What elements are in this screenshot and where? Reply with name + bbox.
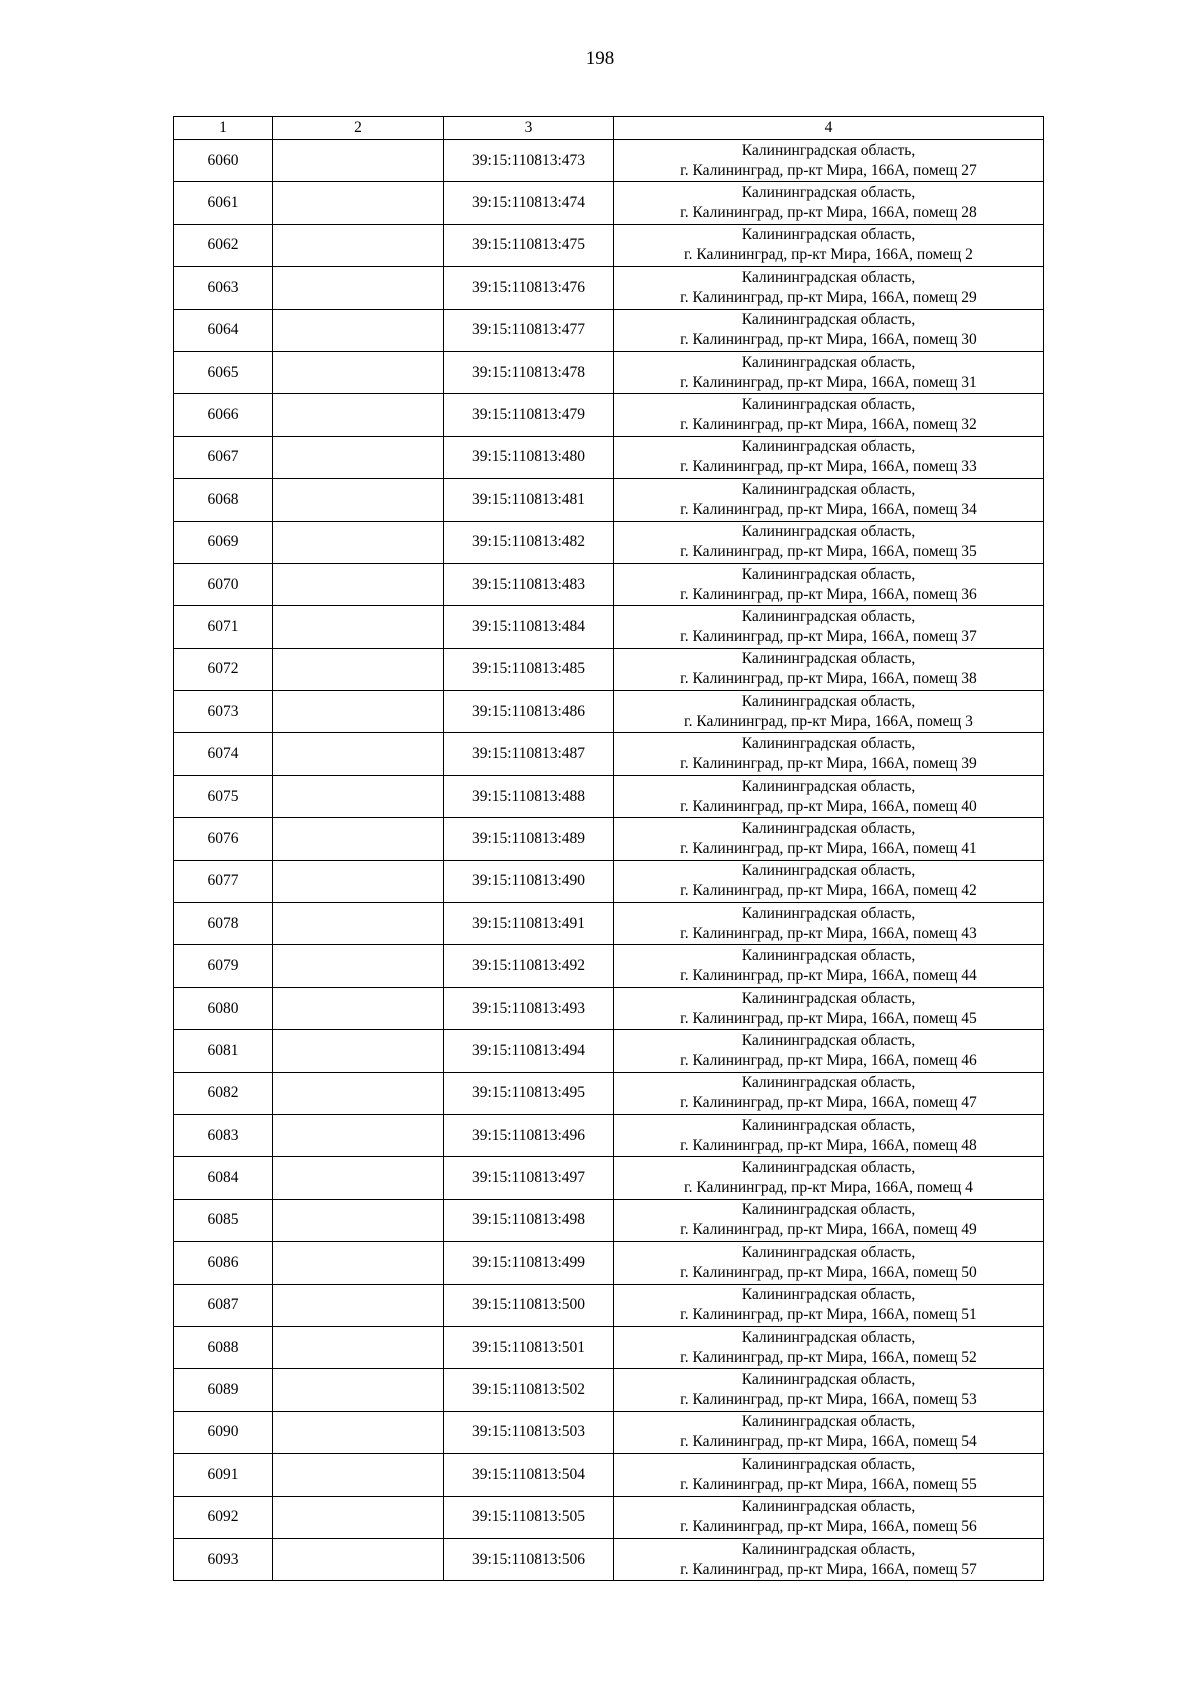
empty-cell <box>273 691 444 733</box>
address-region-line: Калининградская область, <box>741 692 916 710</box>
address-cell <box>614 1072 1044 1114</box>
address-street-line: г. Калининград, пр-кт Мира, 166А, помещ 27 <box>680 161 977 179</box>
address-region-line: Калининградская область, <box>741 1498 916 1516</box>
address-cell <box>614 733 1044 775</box>
cadastral-number-cell: 39:15:110813:480 <box>444 436 614 478</box>
address-cell <box>614 1114 1044 1156</box>
address-cell <box>614 606 1044 648</box>
address-cell <box>614 1538 1044 1580</box>
row-number-cell: 6066 <box>174 394 273 436</box>
cadastral-number-cell: 39:15:110813:479 <box>444 394 614 436</box>
address-cell <box>614 1326 1044 1368</box>
address-cell <box>614 309 1044 351</box>
empty-cell <box>273 1326 444 1368</box>
cadastral-number-cell: 39:15:110813:484 <box>444 606 614 648</box>
empty-cell <box>273 903 444 945</box>
page-number: 198 <box>585 48 615 69</box>
row-number-cell: 6083 <box>174 1114 273 1156</box>
empty-cell <box>273 1496 444 1538</box>
address-street-line: г. Калининград, пр-кт Мира, 166А, помещ 30 <box>680 331 977 349</box>
empty-cell <box>273 436 444 478</box>
empty-cell <box>273 1284 444 1326</box>
address-street-line: г. Калининград, пр-кт Мира, 166А, помещ 29 <box>680 288 977 306</box>
row-number-cell: 6076 <box>174 818 273 860</box>
cadastral-number-cell: 39:15:110813:473 <box>444 140 614 182</box>
address-region-line: Калининградская область, <box>741 1413 916 1431</box>
row-number-cell: 6071 <box>174 606 273 648</box>
empty-cell <box>273 733 444 775</box>
row-number-cell: 6091 <box>174 1454 273 1496</box>
empty-cell <box>273 521 444 563</box>
empty-cell <box>273 479 444 521</box>
address-street-line: г. Калининград, пр-кт Мира, 166А, помещ 50 <box>680 1263 977 1281</box>
table-row <box>174 479 1044 521</box>
row-number-cell: 6081 <box>174 1030 273 1072</box>
empty-cell <box>273 945 444 987</box>
address-cell <box>614 224 1044 266</box>
table-row <box>174 182 1044 224</box>
address-cell <box>614 775 1044 817</box>
table-row <box>174 733 1044 775</box>
row-number-cell: 6060 <box>174 140 273 182</box>
cadastral-number-cell: 39:15:110813:505 <box>444 1496 614 1538</box>
address-region-line: Калининградская область, <box>741 862 916 880</box>
cadastral-number-cell: 39:15:110813:485 <box>444 648 614 690</box>
address-region-line: Калининградская область, <box>741 311 916 329</box>
address-street-line: г. Калининград, пр-кт Мира, 166А, помещ 53 <box>680 1391 977 1409</box>
column-header-3: 3 <box>444 117 614 140</box>
address-cell <box>614 1199 1044 1241</box>
table-row <box>174 563 1044 605</box>
address-cell <box>614 1284 1044 1326</box>
table-row <box>174 1538 1044 1580</box>
address-cell <box>614 182 1044 224</box>
address-cell <box>614 903 1044 945</box>
address-cell <box>614 140 1044 182</box>
row-number-cell: 6062 <box>174 224 273 266</box>
row-number-cell: 6090 <box>174 1411 273 1453</box>
cadastral-number-cell: 39:15:110813:489 <box>444 818 614 860</box>
address-region-line: Калининградская область, <box>741 1116 916 1134</box>
table-body <box>174 140 1044 1581</box>
table-row <box>174 521 1044 563</box>
table-row <box>174 140 1044 182</box>
row-number-cell: 6067 <box>174 436 273 478</box>
column-header-1: 1 <box>174 117 273 140</box>
address-region-line: Калининградская область, <box>741 777 916 795</box>
address-cell <box>614 267 1044 309</box>
row-number-cell: 6078 <box>174 903 273 945</box>
address-region-line: Калининградская область, <box>741 819 916 837</box>
address-region-line: Калининградская область, <box>741 1201 916 1219</box>
row-number-cell: 6085 <box>174 1199 273 1241</box>
cadastral-number-cell: 39:15:110813:506 <box>444 1538 614 1580</box>
table-row <box>174 436 1044 478</box>
cadastral-number-cell: 39:15:110813:477 <box>444 309 614 351</box>
address-region-line: Калининградская область, <box>741 184 916 202</box>
empty-cell <box>273 351 444 393</box>
row-number-cell: 6064 <box>174 309 273 351</box>
row-number-cell: 6068 <box>174 479 273 521</box>
cadastral-number-cell: 39:15:110813:494 <box>444 1030 614 1072</box>
row-number-cell: 6086 <box>174 1242 273 1284</box>
table-row <box>174 860 1044 902</box>
address-region-line: Калининградская область, <box>741 523 916 541</box>
table-row <box>174 903 1044 945</box>
address-region-line: Калининградская область, <box>741 1074 916 1092</box>
address-street-line: г. Калининград, пр-кт Мира, 166А, помещ 36 <box>680 585 977 603</box>
empty-cell <box>273 1454 444 1496</box>
table-row <box>174 1326 1044 1368</box>
address-cell <box>614 563 1044 605</box>
cadastral-number-cell: 39:15:110813:481 <box>444 479 614 521</box>
address-cell <box>614 1242 1044 1284</box>
empty-cell <box>273 860 444 902</box>
table-row <box>174 1242 1044 1284</box>
table-row <box>174 1072 1044 1114</box>
address-cell <box>614 1157 1044 1199</box>
address-street-line: г. Калининград, пр-кт Мира, 166А, помещ 4 <box>684 1179 973 1197</box>
address-street-line: г. Калининград, пр-кт Мира, 166А, помещ 44 <box>680 967 977 985</box>
address-cell <box>614 1496 1044 1538</box>
address-street-line: г. Калининград, пр-кт Мира, 166А, помещ 55 <box>680 1475 977 1493</box>
cadastral-number-cell: 39:15:110813:493 <box>444 987 614 1029</box>
address-cell <box>614 394 1044 436</box>
empty-cell <box>273 1242 444 1284</box>
address-cell <box>614 987 1044 1029</box>
row-number-cell: 6069 <box>174 521 273 563</box>
empty-cell <box>273 1538 444 1580</box>
row-number-cell: 6087 <box>174 1284 273 1326</box>
empty-cell <box>273 267 444 309</box>
cadastral-number-cell: 39:15:110813:495 <box>444 1072 614 1114</box>
address-street-line: г. Калининград, пр-кт Мира, 166А, помещ 31 <box>680 373 977 391</box>
address-region-line: Калининградская область, <box>741 1455 916 1473</box>
address-street-line: г. Калининград, пр-кт Мира, 166А, помещ 52 <box>680 1348 977 1366</box>
cadastral-number-cell: 39:15:110813:502 <box>444 1369 614 1411</box>
table-row <box>174 1199 1044 1241</box>
empty-cell <box>273 606 444 648</box>
address-region-line: Калининградская область, <box>741 1031 916 1049</box>
empty-cell <box>273 563 444 605</box>
address-street-line: г. Калининград, пр-кт Мира, 166А, помещ 57 <box>680 1560 977 1578</box>
table-row <box>174 1157 1044 1199</box>
row-number-cell: 6061 <box>174 182 273 224</box>
row-number-cell: 6075 <box>174 775 273 817</box>
address-street-line: г. Калининград, пр-кт Мира, 166А, помещ 46 <box>680 1051 977 1069</box>
cadastral-number-cell: 39:15:110813:486 <box>444 691 614 733</box>
row-number-cell: 6084 <box>174 1157 273 1199</box>
address-region-line: Калининградская область, <box>741 735 916 753</box>
empty-cell <box>273 309 444 351</box>
table-row <box>174 267 1044 309</box>
header-row <box>174 117 1044 140</box>
cadastral-number-cell: 39:15:110813:503 <box>444 1411 614 1453</box>
address-cell <box>614 479 1044 521</box>
address-street-line: г. Калининград, пр-кт Мира, 166А, помещ 42 <box>680 882 977 900</box>
table-row <box>174 606 1044 648</box>
address-region-line: Калининградская область, <box>741 1328 916 1346</box>
address-region-line: Калининградская область, <box>741 947 916 965</box>
address-cell <box>614 945 1044 987</box>
address-region-line: Калининградская область, <box>741 565 916 583</box>
cadastral-number-cell: 39:15:110813:476 <box>444 267 614 309</box>
cadastral-number-cell: 39:15:110813:504 <box>444 1454 614 1496</box>
row-number-cell: 6063 <box>174 267 273 309</box>
row-number-cell: 6089 <box>174 1369 273 1411</box>
address-cell <box>614 521 1044 563</box>
row-number-cell: 6065 <box>174 351 273 393</box>
address-cell <box>614 351 1044 393</box>
address-cell <box>614 1411 1044 1453</box>
address-region-line: Калининградская область, <box>741 904 916 922</box>
row-number-cell: 6082 <box>174 1072 273 1114</box>
table-row <box>174 1114 1044 1156</box>
address-cell <box>614 691 1044 733</box>
address-region-line: Калининградская область, <box>741 1540 916 1558</box>
cadastral-number-cell: 39:15:110813:487 <box>444 733 614 775</box>
table-row <box>174 224 1044 266</box>
address-street-line: г. Калининград, пр-кт Мира, 166А, помещ 41 <box>680 839 977 857</box>
address-cell <box>614 648 1044 690</box>
table-row <box>174 691 1044 733</box>
table-row <box>174 818 1044 860</box>
column-header-4: 4 <box>614 117 1044 140</box>
row-number-cell: 6072 <box>174 648 273 690</box>
address-region-line: Калининградская область, <box>741 141 916 159</box>
empty-cell <box>273 1411 444 1453</box>
cadastral-number-cell: 39:15:110813:497 <box>444 1157 614 1199</box>
row-number-cell: 6093 <box>174 1538 273 1580</box>
address-street-line: г. Калининград, пр-кт Мира, 166А, помещ 49 <box>680 1221 977 1239</box>
address-region-line: Калининградская область, <box>741 438 916 456</box>
cadastral-number-cell: 39:15:110813:488 <box>444 775 614 817</box>
address-cell <box>614 860 1044 902</box>
address-region-line: Калининградская область, <box>741 1286 916 1304</box>
cadastral-number-cell: 39:15:110813:478 <box>444 351 614 393</box>
cadastral-number-cell: 39:15:110813:501 <box>444 1326 614 1368</box>
empty-cell <box>273 1114 444 1156</box>
cadastral-number-cell: 39:15:110813:491 <box>444 903 614 945</box>
cadastral-number-cell: 39:15:110813:496 <box>444 1114 614 1156</box>
address-street-line: г. Калининград, пр-кт Мира, 166А, помещ 33 <box>680 458 977 476</box>
address-street-line: г. Калининград, пр-кт Мира, 166А, помещ 37 <box>680 627 977 645</box>
empty-cell <box>273 648 444 690</box>
address-cell <box>614 1369 1044 1411</box>
empty-cell <box>273 224 444 266</box>
row-number-cell: 6080 <box>174 987 273 1029</box>
cadastral-number-cell: 39:15:110813:474 <box>444 182 614 224</box>
empty-cell <box>273 1369 444 1411</box>
address-street-line: г. Калининград, пр-кт Мира, 166А, помещ 32 <box>680 416 977 434</box>
address-cell <box>614 1454 1044 1496</box>
cadastral-number-cell: 39:15:110813:492 <box>444 945 614 987</box>
empty-cell <box>273 987 444 1029</box>
cadastral-number-cell: 39:15:110813:475 <box>444 224 614 266</box>
table-row <box>174 648 1044 690</box>
address-region-line: Калининградская область, <box>741 1159 916 1177</box>
address-cell <box>614 818 1044 860</box>
row-number-cell: 6088 <box>174 1326 273 1368</box>
address-region-line: Калининградская область, <box>741 607 916 625</box>
address-region-line: Калининградская область, <box>741 1243 916 1261</box>
address-street-line: г. Калининград, пр-кт Мира, 166А, помещ 34 <box>680 500 977 518</box>
cadastral-number-cell: 39:15:110813:500 <box>444 1284 614 1326</box>
address-street-line: г. Калининград, пр-кт Мира, 166А, помещ 3 <box>684 712 973 730</box>
address-street-line: г. Калининград, пр-кт Мира, 166А, помещ 51 <box>680 1306 977 1324</box>
table-row <box>174 1411 1044 1453</box>
table-row <box>174 1030 1044 1072</box>
cadastral-number-cell: 39:15:110813:498 <box>444 1199 614 1241</box>
empty-cell <box>273 818 444 860</box>
address-cell <box>614 1030 1044 1072</box>
table-row <box>174 987 1044 1029</box>
empty-cell <box>273 1072 444 1114</box>
cadastral-number-cell: 39:15:110813:482 <box>444 521 614 563</box>
row-number-cell: 6073 <box>174 691 273 733</box>
empty-cell <box>273 1030 444 1072</box>
property-table <box>173 116 1044 1581</box>
table-row <box>174 945 1044 987</box>
address-street-line: г. Калининград, пр-кт Мира, 166А, помещ 48 <box>680 1136 977 1154</box>
address-cell <box>614 436 1044 478</box>
table-row <box>174 775 1044 817</box>
row-number-cell: 6079 <box>174 945 273 987</box>
address-street-line: г. Калининград, пр-кт Мира, 166А, помещ 56 <box>680 1518 977 1536</box>
address-region-line: Калининградская область, <box>741 353 916 371</box>
table-row <box>174 1454 1044 1496</box>
table-row <box>174 309 1044 351</box>
table-row <box>174 394 1044 436</box>
table-row <box>174 1496 1044 1538</box>
cadastral-number-cell: 39:15:110813:483 <box>444 563 614 605</box>
address-region-line: Калининградская область, <box>741 1371 916 1389</box>
empty-cell <box>273 1157 444 1199</box>
address-street-line: г. Калининград, пр-кт Мира, 166А, помещ 47 <box>680 1094 977 1112</box>
address-region-line: Калининградская область, <box>741 989 916 1007</box>
empty-cell <box>273 775 444 817</box>
empty-cell <box>273 394 444 436</box>
empty-cell <box>273 1199 444 1241</box>
address-region-line: Калининградская область, <box>741 268 916 286</box>
address-street-line: г. Калининград, пр-кт Мира, 166А, помещ 39 <box>680 755 977 773</box>
table-row <box>174 1284 1044 1326</box>
row-number-cell: 6077 <box>174 860 273 902</box>
table-row <box>174 1369 1044 1411</box>
row-number-cell: 6074 <box>174 733 273 775</box>
address-region-line: Калининградская область, <box>741 480 916 498</box>
cadastral-number-cell: 39:15:110813:499 <box>444 1242 614 1284</box>
column-header-2: 2 <box>273 117 444 140</box>
empty-cell <box>273 140 444 182</box>
empty-cell <box>273 182 444 224</box>
address-street-line: г. Калининград, пр-кт Мира, 166А, помещ 54 <box>680 1433 977 1451</box>
address-street-line: г. Калининград, пр-кт Мира, 166А, помещ 38 <box>680 670 977 688</box>
cadastral-number-cell: 39:15:110813:490 <box>444 860 614 902</box>
row-number-cell: 6070 <box>174 563 273 605</box>
address-street-line: г. Калининград, пр-кт Мира, 166А, помещ 40 <box>680 797 977 815</box>
table-row <box>174 351 1044 393</box>
row-number-cell: 6092 <box>174 1496 273 1538</box>
address-region-line: Калининградская область, <box>741 396 916 414</box>
address-street-line: г. Калининград, пр-кт Мира, 166А, помещ 28 <box>680 204 977 222</box>
address-region-line: Калининградская область, <box>741 650 916 668</box>
address-street-line: г. Калининград, пр-кт Мира, 166А, помещ 35 <box>680 543 977 561</box>
address-street-line: г. Калининград, пр-кт Мира, 166А, помещ 43 <box>680 924 977 942</box>
address-region-line: Калининградская область, <box>741 226 916 244</box>
address-street-line: г. Калининград, пр-кт Мира, 166А, помещ 45 <box>680 1009 977 1027</box>
address-street-line: г. Калининград, пр-кт Мира, 166А, помещ 2 <box>684 246 973 264</box>
